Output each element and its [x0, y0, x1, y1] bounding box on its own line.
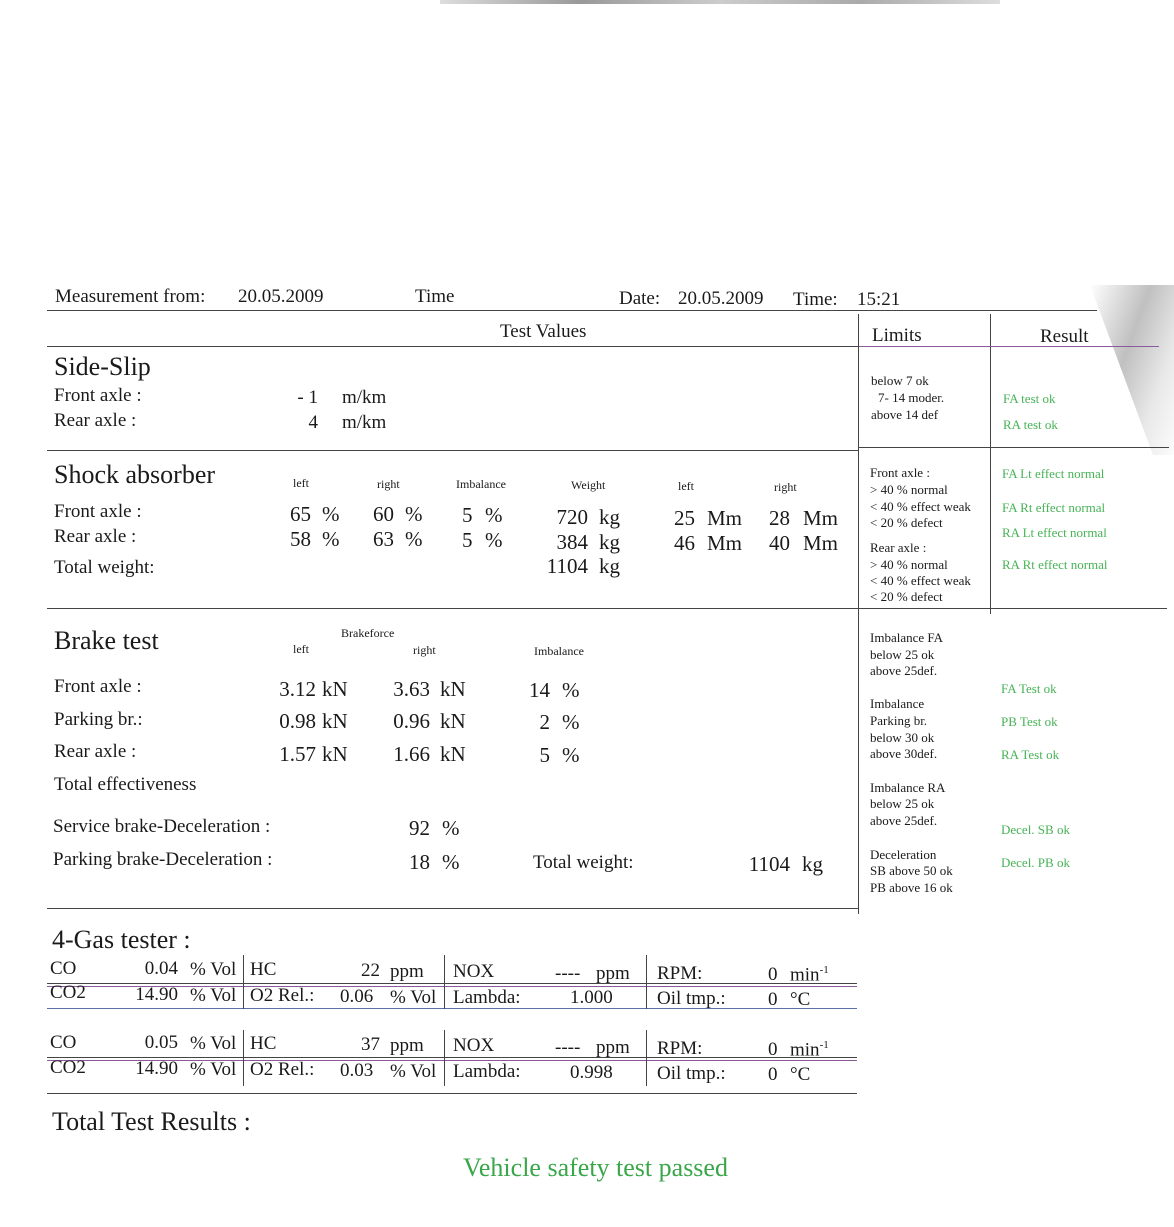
gas-b1-rpm-label: RPM: [657, 963, 703, 984]
date-value: 20.05.2009 [678, 288, 764, 309]
brake-front-label: Front axle : [54, 676, 142, 697]
side-slip-rear-unit: m/km [342, 412, 387, 433]
rule-limits-header [859, 346, 1159, 347]
gas-b1-oil-label: Oil tmp.: [657, 988, 726, 1009]
brake-result-decel-pb: Decel. PB ok [1001, 855, 1070, 870]
brake-limit-3: above 25def. [870, 663, 938, 678]
brake-total-weight-label: Total weight: [533, 852, 634, 873]
shock-front-weight-unit: kg [599, 505, 620, 529]
gas-b2-min: min [790, 1039, 820, 1061]
brake-limit-4: Imbalance [870, 696, 925, 711]
brake-title: Brake test [54, 626, 159, 655]
gas-b1-min-sup: -1 [819, 964, 829, 976]
shock-head-right: right [377, 477, 400, 491]
gas-b2-co-unit: % Vol [190, 1033, 237, 1054]
col-limits: Limits [872, 325, 922, 346]
date-label: Date: [619, 288, 661, 309]
brake-result-fa: FA Test ok [1001, 681, 1057, 696]
shock-limit-6: > 40 % normal [870, 557, 948, 572]
shock-rear-imb-unit: % [485, 528, 503, 552]
brake-limit-7: above 30def. [870, 746, 938, 761]
side-slip-front-value: - 1 [297, 387, 318, 408]
brake-front-imb: 14 [529, 678, 550, 702]
gas-b1-rpm-value: 0 [768, 964, 778, 985]
rule-header [47, 310, 1097, 311]
rule-sideslip-limits [859, 447, 1169, 448]
gas-b2-co2-unit: % Vol [190, 1059, 237, 1080]
shock-rear-right-mm-unit: Mm [803, 531, 839, 555]
brake-total-weight-value: 1104 [748, 852, 790, 876]
brake-limit-10: above 25def. [870, 813, 938, 828]
shock-total-value: 1104 [546, 554, 588, 578]
side-slip-limit-2: 7- 14 moder. [878, 390, 945, 405]
col-test-values: Test Values [500, 321, 587, 342]
gas-b2-hc-value: 37 [361, 1034, 380, 1055]
shock-result-fa-rt: FA Rt effect normal [1002, 500, 1106, 515]
shock-rear-weight: 384 [556, 530, 588, 554]
brake-rear-right: 1.66 [393, 742, 430, 766]
shock-limit-2: > 40 % normal [870, 482, 948, 497]
shock-front-imb-unit: % [485, 503, 503, 527]
gas-b2-o2-value: 0.03 [340, 1060, 374, 1081]
rule-sideslip [47, 450, 859, 451]
gas-block1-div3 [646, 955, 647, 1009]
shock-front-right-mm: 28 [769, 506, 790, 530]
shock-rear-left-mm: 46 [674, 531, 695, 555]
gas-block2-div1 [243, 1030, 244, 1086]
brake-front-right-unit: kN [440, 677, 466, 701]
gas-b1-hc-unit: ppm [390, 961, 424, 982]
gas-b1-co2-value: 14.90 [135, 984, 178, 1005]
brake-parking-left-unit: kN [322, 709, 348, 733]
gas-b2-o2-label: O2 Rel.: [250, 1059, 315, 1080]
shock-front-right: 60 [373, 502, 394, 526]
brake-front-imb-unit: % [562, 678, 580, 702]
side-slip-rear-label: Rear axle : [54, 410, 137, 431]
rule-test-values [47, 346, 859, 347]
brake-head-brakeforce: Brakeforce [341, 626, 395, 640]
gas-block1-rule-bottom [47, 1008, 857, 1009]
brake-parking-label: Parking br.: [54, 709, 143, 730]
brake-rear-left-unit: kN [322, 742, 348, 766]
brake-rear-imb-unit: % [562, 743, 580, 767]
side-slip-title: Side-Slip [54, 352, 151, 381]
brake-front-left-unit: kN [322, 677, 348, 701]
gas-block1-div2 [444, 955, 445, 1009]
brake-head-right: right [413, 643, 436, 657]
shock-rear-left: 58 [290, 527, 311, 551]
brake-rear-left: 1.57 [279, 742, 316, 766]
shock-total-label: Total weight: [54, 557, 155, 578]
shock-result-ra-rt: RA Rt effect normal [1002, 557, 1108, 572]
shock-front-left: 65 [290, 502, 311, 526]
gas-block1-div1 [243, 955, 244, 1009]
brake-head-imbalance: Imbalance [534, 644, 584, 658]
shock-head-imbalance: Imbalance [456, 477, 506, 491]
gas-b1-nox-value: ---- [555, 963, 581, 984]
shock-result-ra-lt: RA Lt effect normal [1002, 525, 1107, 540]
brake-parking-imb: 2 [539, 710, 550, 734]
brake-service-label: Service brake-Deceleration : [53, 816, 271, 837]
time-label: Time [415, 286, 455, 307]
brake-parking-decel-unit: % [442, 850, 460, 874]
gas-b1-nox-label: NOX [453, 961, 495, 982]
shock-front-weight: 720 [556, 505, 588, 529]
measurement-date: 20.05.2009 [238, 286, 324, 307]
gas-b2-rpm-label: RPM: [657, 1038, 703, 1059]
side-slip-limit-1: below 7 ok [871, 373, 929, 388]
gas-b1-o2-label: O2 Rel.: [250, 985, 315, 1006]
side-slip-result-ra: RA test ok [1003, 417, 1058, 432]
shock-limit-7: < 40 % effect weak [870, 573, 971, 588]
shock-rear-right: 63 [373, 527, 394, 551]
brake-limit-12: SB above 50 ok [870, 863, 953, 878]
shock-rear-imb: 5 [462, 528, 473, 552]
brake-limit-13: PB above 16 ok [870, 880, 953, 895]
brake-service-unit: % [442, 816, 460, 840]
shock-rear-right-mm: 40 [769, 531, 790, 555]
shock-front-label: Front axle : [54, 501, 142, 522]
shock-rear-label: Rear axle : [54, 526, 137, 547]
brake-head-left: left [293, 642, 309, 656]
shock-front-right-mm-unit: Mm [803, 506, 839, 530]
shock-limit-8: < 20 % defect [870, 589, 943, 604]
gas-title: 4-Gas tester : [52, 925, 191, 954]
gas-b1-co-value: 0.04 [144, 958, 178, 979]
shock-title: Shock absorber [54, 460, 216, 489]
shock-limit-4: < 20 % defect [870, 515, 943, 530]
side-slip-front-label: Front axle : [54, 385, 142, 406]
shock-front-right-unit: % [405, 502, 423, 526]
rule-limits-left [858, 314, 859, 914]
shock-front-imb: 5 [462, 503, 473, 527]
gas-b2-min-sup: -1 [819, 1039, 829, 1051]
shock-head-left: left [293, 476, 309, 490]
gas-b2-lambda-label: Lambda: [453, 1061, 521, 1082]
scan-top-edge [440, 0, 1000, 4]
gas-b1-nox-unit: ppm [596, 963, 630, 984]
gas-b2-nox-value: ---- [555, 1037, 581, 1058]
gas-b1-o2-value: 0.06 [340, 986, 374, 1007]
measurement-label: Measurement from: [55, 286, 206, 307]
gas-b2-rpm-value: 0 [768, 1039, 778, 1060]
side-slip-rear-value: 4 [308, 412, 318, 433]
gas-b2-co-value: 0.05 [144, 1032, 178, 1053]
gas-b2-oil-label: Oil tmp.: [657, 1063, 726, 1084]
gas-b2-hc-label: HC [250, 1033, 277, 1054]
brake-result-ra: RA Test ok [1001, 747, 1060, 762]
scan-page-curl [1090, 285, 1174, 455]
brake-total-effectiveness: Total effectiveness [54, 774, 197, 795]
gas-b2-rpm-unit [790, 1040, 829, 1059]
gas-b2-nox-label: NOX [453, 1035, 495, 1056]
brake-parking-decel-label: Parking brake-Deceleration : [53, 849, 273, 870]
gas-b1-oil-unit: °C [790, 989, 811, 1010]
brake-front-right: 3.63 [393, 677, 430, 701]
gas-b2-co2-value: 14.90 [135, 1058, 178, 1079]
time-label-2: Time: [793, 289, 838, 310]
brake-limit-11: Deceleration [870, 847, 937, 862]
gas-b2-o2-unit: % Vol [390, 1061, 437, 1082]
col-result: Result [1040, 326, 1089, 347]
rule-brake [47, 908, 859, 909]
shock-limit-3: < 40 % effect weak [870, 499, 971, 514]
shock-rear-left-mm-unit: Mm [707, 531, 743, 555]
gas-b2-co2-label: CO2 [50, 1057, 86, 1078]
brake-parking-decel-value: 18 [409, 850, 430, 874]
gas-b1-oil-value: 0 [768, 989, 778, 1010]
total-results-status: Vehicle safety test passed [463, 1153, 728, 1182]
brake-limit-6: below 30 ok [870, 730, 935, 745]
shock-rear-left-unit: % [322, 527, 340, 551]
brake-parking-right-unit: kN [440, 709, 466, 733]
total-results-label: Total Test Results : [52, 1107, 251, 1136]
shock-result-fa-lt: FA Lt effect normal [1002, 466, 1105, 481]
shock-limit-1: Front axle : [870, 465, 930, 480]
brake-limit-1: Imbalance FA [870, 630, 944, 645]
gas-b1-co2-label: CO2 [50, 982, 86, 1003]
brake-limit-8: Imbalance RA [870, 780, 946, 795]
gas-block2-div3 [646, 1030, 647, 1086]
side-slip-front-unit: m/km [342, 387, 387, 408]
gas-b1-hc-label: HC [250, 959, 277, 980]
brake-rear-imb: 5 [539, 743, 550, 767]
gas-block2-rule-bottom [47, 1093, 857, 1094]
brake-total-weight-unit: kg [802, 852, 823, 876]
brake-service-value: 92 [409, 816, 430, 840]
brake-parking-imb-unit: % [562, 710, 580, 734]
shock-front-left-mm: 25 [674, 506, 695, 530]
gas-b1-lambda-value: 1.000 [570, 987, 613, 1008]
brake-rear-label: Rear axle : [54, 741, 137, 762]
shock-head-weight: Weight [571, 478, 606, 492]
gas-b2-hc-unit: ppm [390, 1035, 424, 1056]
gas-b1-co-unit: % Vol [190, 959, 237, 980]
gas-b1-hc-value: 22 [361, 960, 380, 981]
side-slip-limit-3: above 14 def [871, 407, 939, 422]
brake-limit-5: Parking br. [870, 713, 928, 728]
brake-limit-2: below 25 ok [870, 647, 935, 662]
brake-front-left: 3.12 [279, 677, 316, 701]
gas-b1-rpm-unit [790, 965, 829, 984]
gas-b2-oil-value: 0 [768, 1064, 778, 1085]
brake-result-decel-sb: Decel. SB ok [1001, 822, 1070, 837]
gas-b1-co-label: CO [50, 958, 77, 979]
gas-b1-o2-unit: % Vol [390, 987, 437, 1008]
rule-result-left [990, 314, 991, 614]
shock-front-left-unit: % [322, 502, 340, 526]
shock-head-right-mm: right [774, 480, 797, 494]
gas-b2-nox-unit: ppm [596, 1037, 630, 1058]
gas-b2-lambda-value: 0.998 [570, 1062, 613, 1083]
gas-b1-lambda-label: Lambda: [453, 987, 521, 1008]
shock-total-unit: kg [599, 554, 620, 578]
shock-rear-right-unit: % [405, 527, 423, 551]
brake-rear-right-unit: kN [440, 742, 466, 766]
rule-shock [47, 608, 1167, 609]
brake-limit-9: below 25 ok [870, 796, 935, 811]
side-slip-result-fa: FA test ok [1003, 391, 1056, 406]
gas-b1-min: min [790, 964, 820, 986]
gas-b2-co-label: CO [50, 1032, 77, 1053]
gas-b1-co2-unit: % Vol [190, 985, 237, 1006]
brake-parking-left: 0.98 [279, 709, 316, 733]
shock-rear-weight-unit: kg [599, 530, 620, 554]
shock-front-left-mm-unit: Mm [707, 506, 743, 530]
brake-result-pb: PB Test ok [1001, 714, 1058, 729]
gas-b2-oil-unit: °C [790, 1064, 811, 1085]
gas-block2-div2 [444, 1030, 445, 1086]
brake-parking-right: 0.96 [393, 709, 430, 733]
shock-limit-5: Rear axle : [870, 540, 927, 555]
shock-head-left-mm: left [678, 479, 694, 493]
time-value: 15:21 [857, 289, 901, 310]
